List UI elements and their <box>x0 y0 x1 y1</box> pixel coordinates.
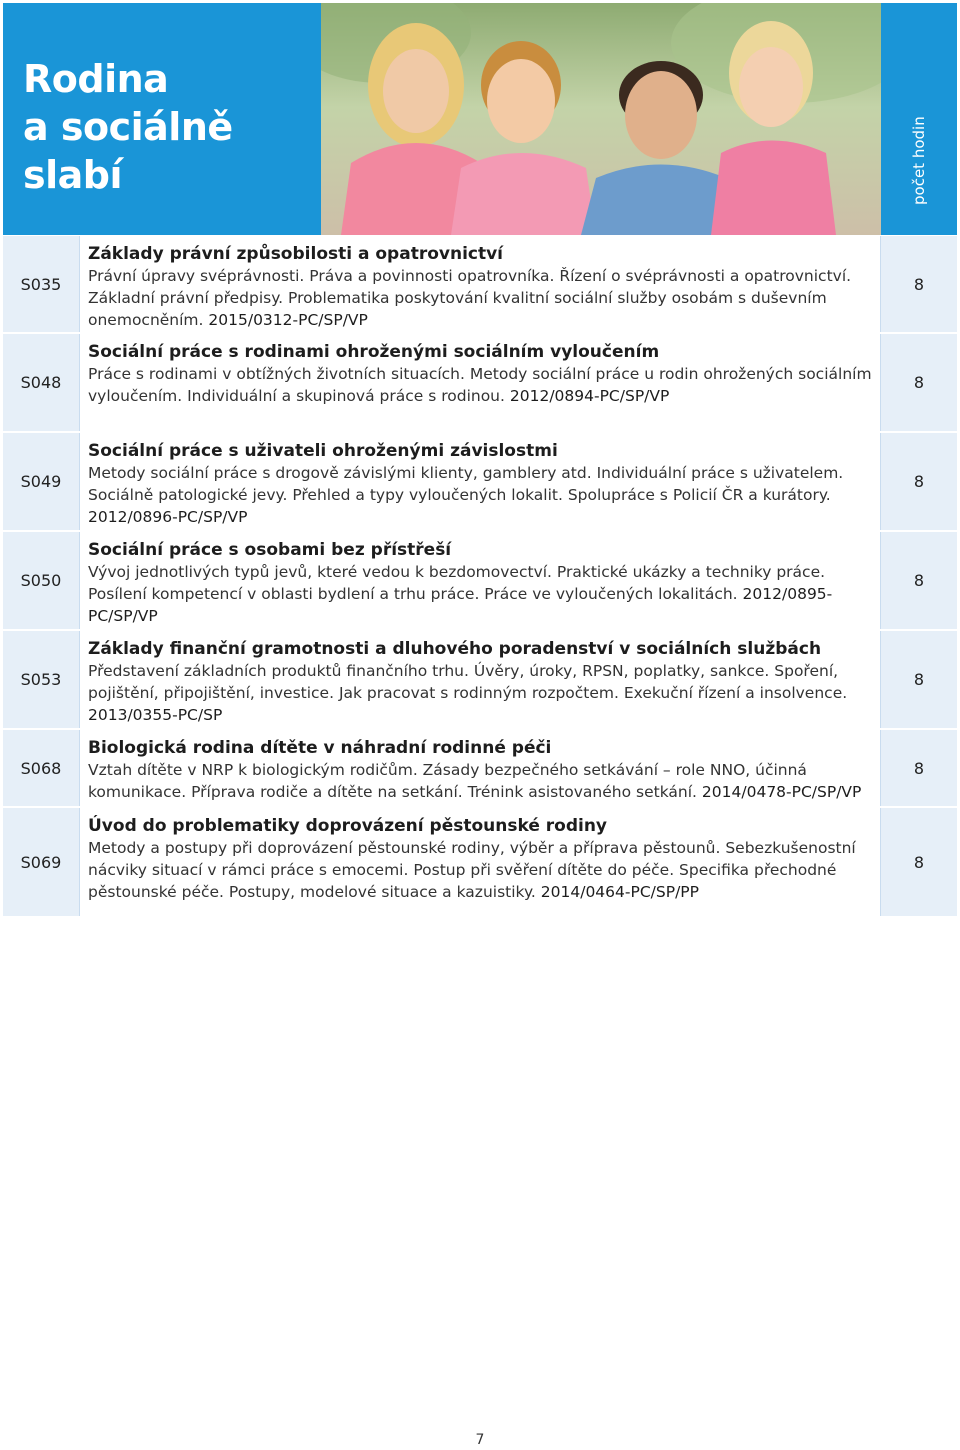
course-row <box>3 808 957 918</box>
course-description <box>79 236 881 332</box>
course-row <box>3 433 957 532</box>
course-hours: 8 <box>881 631 957 728</box>
section-title-box <box>3 3 321 235</box>
course-code: S048 <box>3 334 79 431</box>
course-table <box>3 236 957 918</box>
course-accreditation: 2012/0896-PC/SP/VP <box>88 508 248 526</box>
course-hours: 8 <box>881 730 957 806</box>
course-accreditation: 2014/0478-PC/SP/VP <box>701 783 862 801</box>
page-number: 7 <box>475 1432 485 1448</box>
course-text: Právní úpravy svéprávnosti. Práva a povinnosti opatrovníka. Řízení o svéprávnosti a opatrovnictví. Základní právní předpisy. Problematika poskytování kvalitní sociální služby osobám s duševním onemocněním. <box>88 267 852 329</box>
course-code: S035 <box>3 236 79 332</box>
course-text: Práce s rodinami v obtížných životních situacích. Metody sociální práce u rodin ohrožených sociálním vyloučením. Individuální a skupinová práce s rodinou. <box>88 365 872 405</box>
course-hours: 8 <box>881 808 957 916</box>
course-text: Vztah dítěte v NRP k biologickým rodičům. Zásady bezpečného setkávání – role NNO, účinná komunikace. Příprava rodiče a dítěte na setkání. Trénink asistovaného setkání. <box>88 761 807 801</box>
page-header <box>3 3 957 235</box>
course-code: S049 <box>3 433 79 530</box>
course-title: Základy finanční gramotnosti a dluhového poradenství v sociálních službách <box>88 639 822 659</box>
course-accreditation: 2014/0464-PC/SP/PP <box>540 883 699 901</box>
course-hours: 8 <box>881 433 957 530</box>
course-row <box>3 236 957 334</box>
family-photo <box>321 3 881 235</box>
course-text: Vývoj jednotlivých typů jevů, které vedou k bezdomovectví. Praktické ukázky a techniky práce. Posílení kompetencí v oblasti bydlení a trhu práce. Práce ve vyloučených lokalitách. <box>88 563 826 603</box>
course-accreditation: 2015/0312-PC/SP/VP <box>208 311 368 329</box>
course-code: S050 <box>3 532 79 629</box>
course-description <box>79 631 881 728</box>
title-line-1: Rodina <box>23 57 169 101</box>
section-title <box>23 55 233 199</box>
course-title: Úvod do problematiky doprovázení pěstounské rodiny <box>88 816 608 836</box>
course-description <box>79 532 881 629</box>
course-row <box>3 532 957 631</box>
course-description <box>79 808 881 916</box>
course-code: S053 <box>3 631 79 728</box>
title-line-3: slabí <box>23 153 123 197</box>
course-accreditation: 2012/0895-PC/SP/VP <box>88 585 833 625</box>
course-code: S068 <box>3 730 79 806</box>
course-description <box>79 334 881 431</box>
course-code: S069 <box>3 808 79 916</box>
family-photo-illustration <box>321 3 881 235</box>
course-text: Metody sociální práce s drogově závislými klienty, gamblery atd. Individuální práce s uživatelem. Sociálně patologické jevy. Přehled a typy vyloučených lokalit. Spolupráce s Policií ČR a kurátory. <box>88 464 844 504</box>
course-description <box>79 433 881 530</box>
title-line-2: a sociálně <box>23 105 233 149</box>
hours-column-header <box>881 3 957 235</box>
course-accreditation: 2012/0894-PC/SP/VP <box>509 387 670 405</box>
course-text: Metody a postupy při doprovázení pěstounské rodiny, výběr a příprava pěstounů. Sebezkušenostní nácviky situací v rámci práce s emocemi. Postup při svěření dítěte do péče. Specifika přechodné pěstounské péče. Postupy, modelové situace a kazuistiky. <box>88 839 856 901</box>
course-hours: 8 <box>881 236 957 332</box>
course-title: Biologická rodina dítěte v náhradní rodinné péči <box>88 738 552 758</box>
course-accreditation: 2013/0355-PC/SP <box>88 706 223 724</box>
course-row <box>3 631 957 730</box>
course-description <box>79 730 881 806</box>
hours-column-label: počet hodin <box>910 116 928 205</box>
course-title: Sociální práce s rodinami ohroženými sociálním vyloučením <box>88 342 660 362</box>
course-hours: 8 <box>881 334 957 431</box>
course-row <box>3 730 957 808</box>
course-text: Představení základních produktů finančního trhu. Úvěry, úroky, RPSN, poplatky, sankce. Spoření, pojištění, připojištění, investice. Jak pracovat s rodinným rozpočtem. Exekuční řízení a insolvence. <box>88 662 848 702</box>
course-title: Základy právní způsobilosti a opatrovnictví <box>88 244 504 264</box>
course-row <box>3 334 957 433</box>
course-title: Sociální práce s osobami bez přístřeší <box>88 540 452 560</box>
course-hours: 8 <box>881 532 957 629</box>
course-title: Sociální práce s uživateli ohroženými závislostmi <box>88 441 558 461</box>
